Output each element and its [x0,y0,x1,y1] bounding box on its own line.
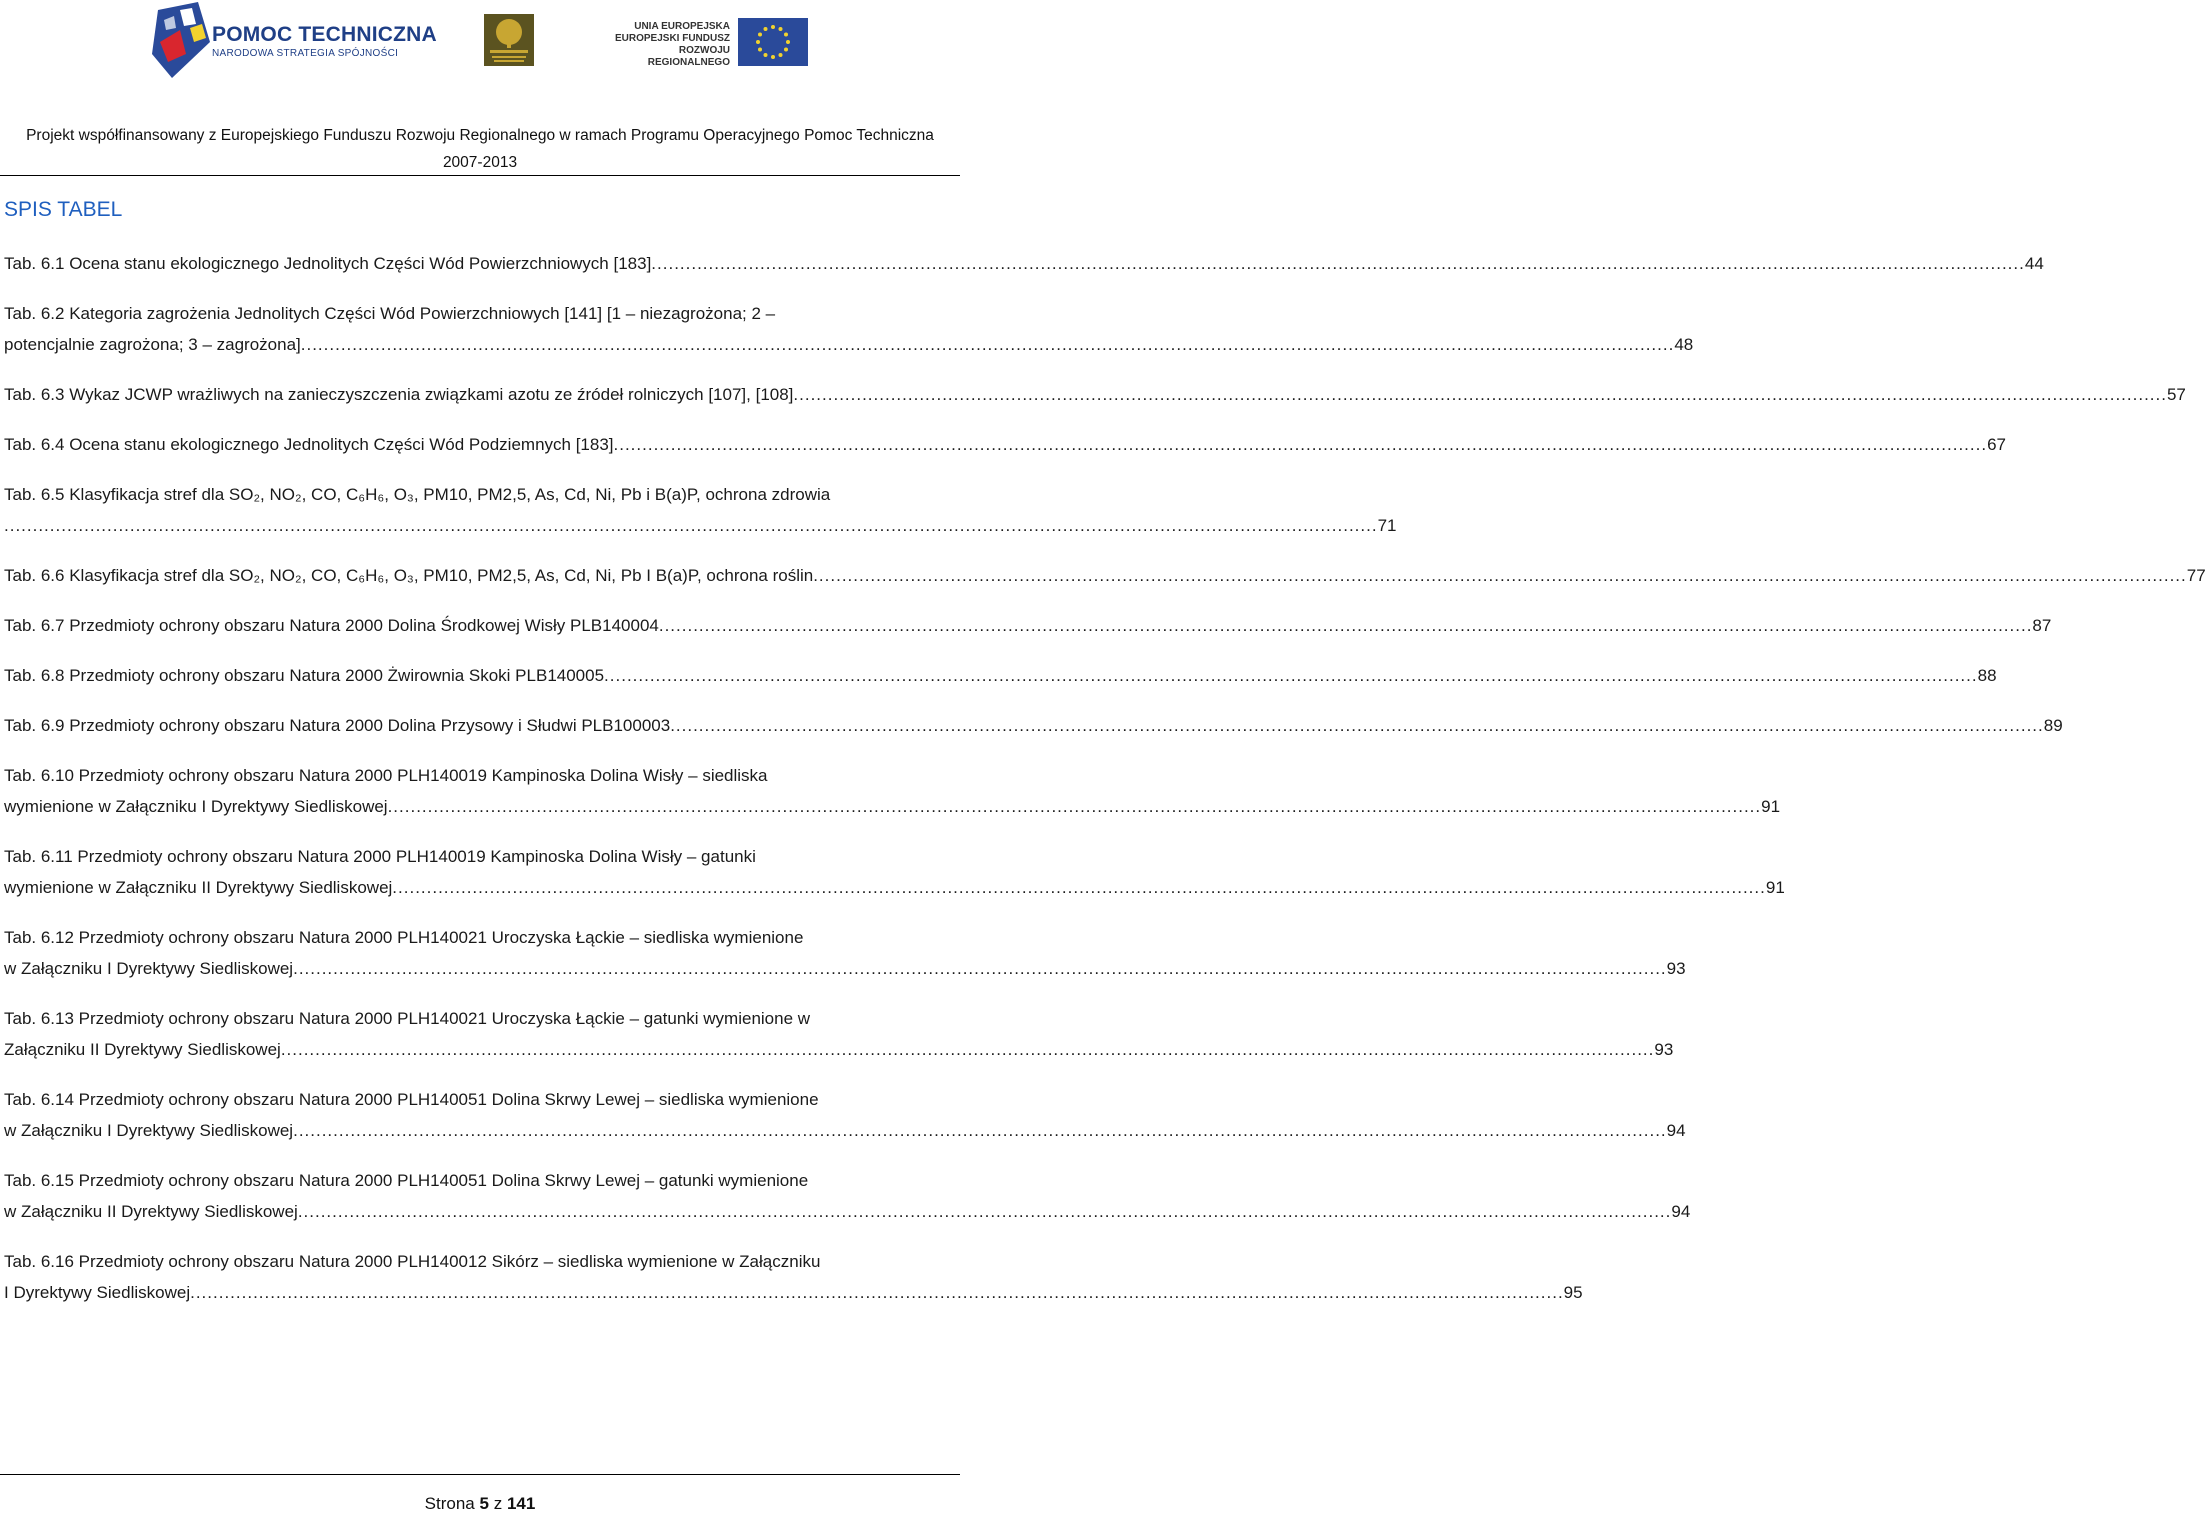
leader-dots [604,660,1978,691]
toc-entry-text: Tab. 6.5 Klasyfikacja stref dla SO₂, NO₂, CO, C₆H₆, O₃, PM10, PM2,5, As, Cd, Ni, Pb i B(a)P, ochrona zdrowia [4,485,831,504]
leader-dots [293,953,1667,984]
toc-entry-text-cont: w Załączniku I Dyrektywy Siedliskowej [4,1121,294,1140]
pt-title: POMOC TECHNICZNA [212,23,437,46]
toc-entry-text: Tab. 6.3 Wykaz JCWP wrażliwych na zanieczyszczenia związkami azotu ze źródeł rolniczych [107], [108] [4,385,794,404]
ue-wordmark [596,21,730,69]
leader-dots [281,1034,1655,1065]
toc-entry-page: 44 [2024,254,2044,273]
total-pages: 141 [506,1494,536,1513]
toc-entry-text: Tab. 6.7 Przedmioty ochrony obszaru Natura 2000 Dolina Środkowej Wisły PLB140004 [4,616,659,635]
header-logos [0,0,960,90]
toc-entry-text: Tab. 6.1 Ocena stanu ekologicznego Jednolitych Części Wód Powierzchniowych [183] [4,254,652,273]
toc-entry[interactable] [4,610,2052,641]
toc-entry-page: 91 [1761,797,1781,816]
toc-entry-text-cont: Załączniku II Dyrektywy Siedliskowej [4,1040,281,1059]
toc-entry[interactable] [4,298,1694,360]
toc-entry-page: 91 [1765,878,1785,897]
toc-entry-text: Tab. 6.9 Przedmioty ochrony obszaru Natura 2000 Dolina Przysowy i Słudwi PLB100003 [4,716,671,735]
project-line-1: Projekt współfinansowany z Europejskiego Funduszu Rozwoju Regionalnego w ramach Programu Operacyjnego Pomoc Techniczna [26,127,934,144]
toc-entry-text-cont: wymienione w Załączniku I Dyrektywy Siedliskowej [4,797,388,816]
toc-entry-page: 94 [1666,1121,1686,1140]
toc-entry[interactable] [4,922,1686,984]
toc-entry[interactable] [4,479,1397,541]
leader-dots [4,510,1378,541]
toc-entry-text: Tab. 6.4 Ocena stanu ekologicznego Jednolitych Części Wód Podziemnych [183] [4,435,614,454]
toc-entry-text-cont: w Załączniku I Dyrektywy Siedliskowej [4,959,294,978]
toc-entry-page: 89 [2043,716,2063,735]
toc-entry-page: 88 [1977,666,1997,685]
leader-dots [793,379,2167,410]
toc-entry[interactable] [4,1246,1583,1308]
toc-entry[interactable] [4,429,2006,460]
leader-dots [651,248,2025,279]
leader-dots [392,872,1766,903]
ue-line-1: UNIA EUROPEJSKA [634,21,730,32]
toc-entry-text: Tab. 6.13 Przedmioty ochrony obszaru Natura 2000 PLH140021 Uroczyska Łąckie – gatunki wymienione w [4,1009,811,1028]
toc-entry-text: Tab. 6.11 Przedmioty ochrony obszaru Natura 2000 PLH140019 Kampinoska Dolina Wisły – gatunki [4,847,756,866]
header-divider [0,175,960,176]
toc-entry-page: 57 [2166,385,2186,404]
ue-line-3: ROZWOJU REGIONALNEGO [647,45,730,68]
toc-entry[interactable] [4,1003,1674,1065]
toc-entry-text: Tab. 6.2 Kategoria zagrożenia Jednolitych Części Wód Powierzchniowych [141] [1 – niezagrożona; 2 – [4,304,776,323]
toc-entry-page: 95 [1563,1283,1583,1302]
toc-entry-page: 94 [1671,1202,1691,1221]
toc-entry-text-cont: wymienione w Załączniku II Dyrektywy Siedliskowej [4,878,393,897]
toc-entry-text: Tab. 6.16 Przedmioty ochrony obszaru Natura 2000 PLH140012 Sikórz – siedliska wymienione w Załączniku [4,1252,821,1271]
toc-entry[interactable] [4,379,2186,410]
leader-dots [190,1277,1564,1308]
toc-entry-page: 87 [2032,616,2052,635]
pomoc-techniczna-wordmark [212,24,437,59]
toc-entry[interactable] [4,1084,1686,1146]
toc-entry[interactable] [4,660,1997,691]
leader-dots [293,1115,1667,1146]
eu-flag-icon [738,18,808,66]
page-of: z [493,1494,503,1513]
toc-entry-page: 48 [1674,335,1694,354]
tree-emblem-icon [484,14,534,66]
toc-entry[interactable] [4,248,2044,279]
page-number [0,1494,960,1514]
toc-entry[interactable] [4,1165,1691,1227]
leader-dots [813,560,2187,591]
leader-dots [388,791,1762,822]
toc-entry-text: Tab. 6.8 Przedmioty ochrony obszaru Natura 2000 Żwirownia Skoki PLB140005 [4,666,605,685]
leader-dots [659,610,2033,641]
toc-title: SPIS TABEL [4,198,123,221]
ue-line-2: EUROPEJSKI FUNDUSZ [614,33,730,44]
page-label: Strona [424,1494,475,1513]
toc-entry[interactable] [4,560,2206,591]
toc-entry-text: Tab. 6.10 Przedmioty ochrony obszaru Natura 2000 PLH140019 Kampinoska Dolina Wisły – siedliska [4,766,768,785]
toc-entry-text-cont: w Załączniku II Dyrektywy Siedliskowej [4,1202,298,1221]
toc-entry[interactable] [4,710,2063,741]
toc-entry-text: Tab. 6.6 Klasyfikacja stref dla SO₂, NO₂, CO, C₆H₆, O₃, PM10, PM2,5, As, Cd, Ni, Pb I B(a)P, ochrona roślin [4,566,814,585]
toc-entry-text: Tab. 6.15 Przedmioty ochrony obszaru Natura 2000 PLH140051 Dolina Skrwy Lewej – gatunki wymienione [4,1171,809,1190]
toc-entry[interactable] [4,841,1785,903]
pt-subtitle: NARODOWA STRATEGIA SPÓJNOŚCI [212,48,399,59]
toc-entry-page: 67 [1987,435,2006,454]
toc-entry-text: Tab. 6.12 Przedmioty ochrony obszaru Natura 2000 PLH140021 Uroczyska Łąckie – siedliska wymienione [4,928,804,947]
leader-dots [670,710,2044,741]
toc-entry-text-cont: potencjalnie zagrożona; 3 – zagrożona] [4,335,301,354]
leader-dots [301,329,1675,360]
project-line-2: 2007-2013 [442,154,518,171]
toc-entry-text-cont: I Dyrektywy Siedliskowej [4,1283,191,1302]
leader-dots [298,1196,1672,1227]
table-list [4,248,2206,1327]
project-cofinancing-note [0,122,960,176]
toc-entry-text: Tab. 6.14 Przedmioty ochrony obszaru Natura 2000 PLH140051 Dolina Skrwy Lewej – siedliska wymienione [4,1090,819,1109]
toc-entry-page: 71 [1377,516,1397,535]
current-page: 5 [479,1494,489,1513]
toc-entry-page: 77 [2186,566,2206,585]
toc-entry-page: 93 [1654,1040,1674,1059]
pomoc-techniczna-logo-icon [150,2,215,78]
footer-divider [0,1474,960,1475]
toc-entry[interactable] [4,760,1781,822]
toc-entry-page: 93 [1666,959,1686,978]
leader-dots [614,429,1988,460]
